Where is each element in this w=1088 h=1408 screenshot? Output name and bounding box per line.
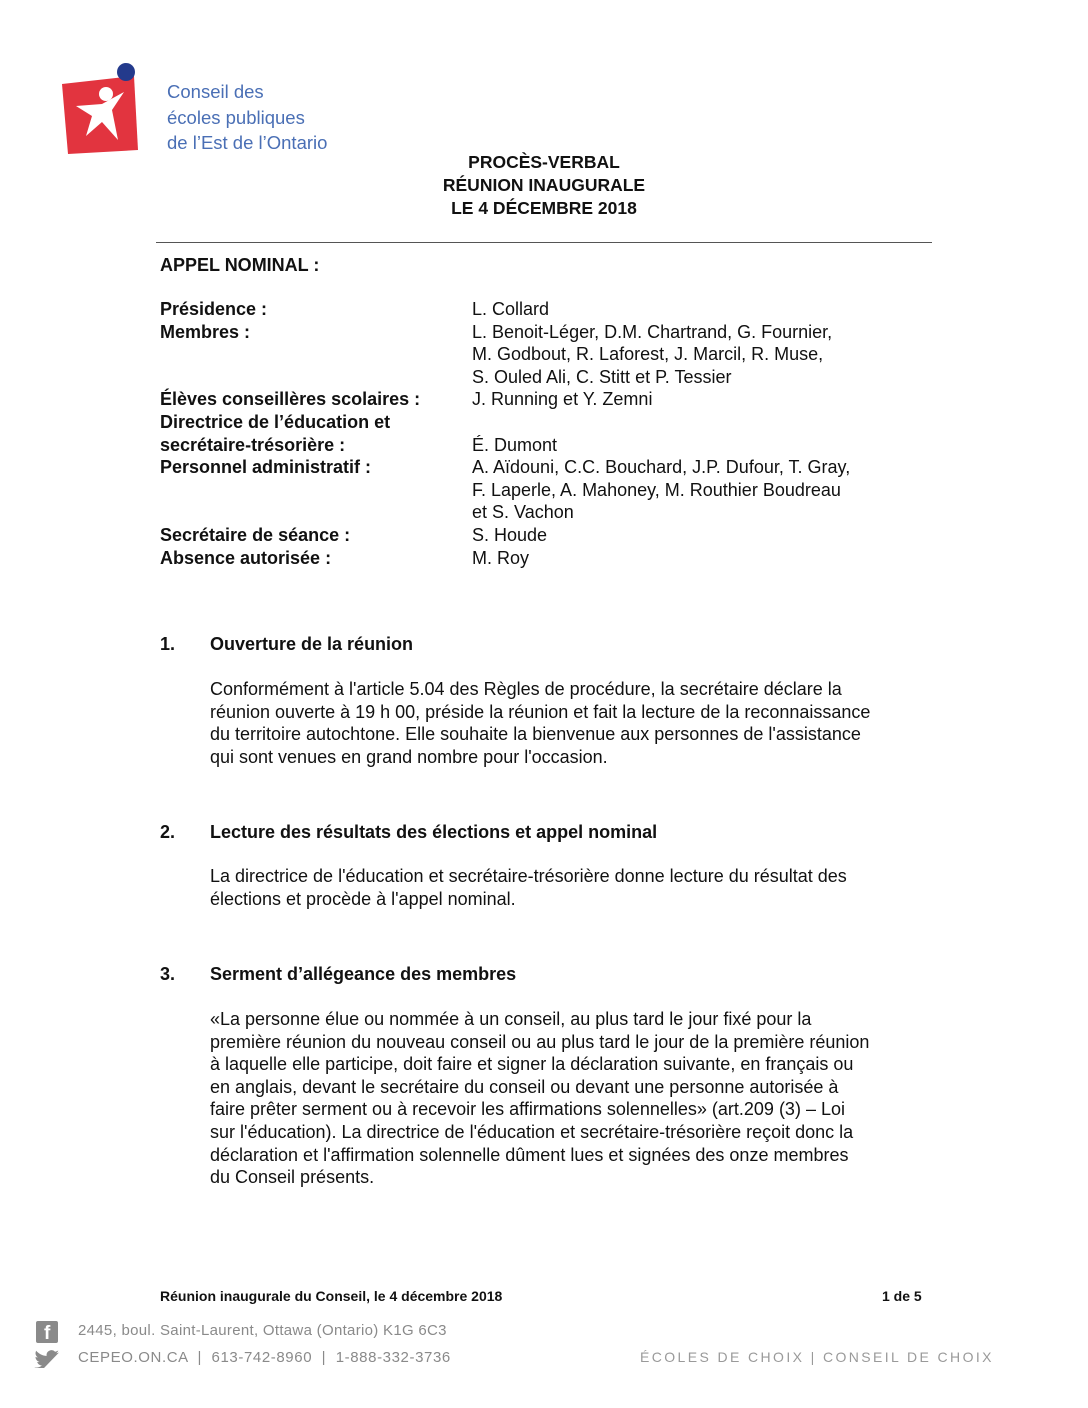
roll-value: S. Houde (472, 524, 548, 545)
contact-line: CEPEO.ON.CA | 613-742-8960 | 1-888-332-3736 (78, 1349, 451, 1366)
roll-label: Secrétaire de séance : (160, 524, 351, 545)
body-line: La directrice de l'éducation et secrétaire-trésorière donne lecture du résultat des (210, 866, 847, 886)
roll-row-secretaire (160, 524, 930, 547)
twitter-icon[interactable] (34, 1350, 60, 1368)
cepeo-logo-icon (62, 62, 162, 154)
roll-row-personnel (160, 456, 930, 524)
roll-value: L. Collard (472, 299, 550, 319)
roll-row-absence (160, 547, 930, 570)
section-body (210, 865, 935, 910)
body-line: déclaration et l'affirmation solennelle dûment lues et signées des onze membres (210, 1144, 849, 1165)
page-footer-title: Réunion inaugurale du Conseil, le 4 décembre 2018 (160, 1288, 503, 1304)
section-number: 3. (160, 964, 176, 984)
body-line: élections et procède à l'appel nominal. (210, 888, 516, 909)
body-line: du Conseil présents. (210, 1167, 375, 1188)
body-line: en anglais, devant le secrétaire du conseil ou devant une personne autorisée à (210, 1076, 839, 1097)
roll-value: J. Running et Y. Zemni (472, 389, 653, 410)
tagline: ÉCOLES DE CHOIX | CONSEIL DE CHOIX (640, 1349, 994, 1365)
roll-row-membres (160, 321, 930, 389)
section-title: Lecture des résultats des élections et appel nominal (210, 822, 658, 842)
roll-value: F. Laperle, A. Mahoney, M. Routhier Boudreau (472, 479, 841, 500)
postal-address: 2445, boul. Saint-Laurent, Ottawa (Ontario) K1G 6C3 (78, 1322, 447, 1339)
roll-call-heading: APPEL NOMINAL : (160, 255, 320, 275)
body-line: Conformément à l'article 5.04 des Règles de procédure, la secrétaire déclare la (210, 679, 842, 699)
facebook-icon[interactable]: f (36, 1321, 58, 1343)
section-number: 1. (160, 634, 176, 654)
body-line: à laquelle elle participe, doit faire et signer la déclaration suivante, en français ou (210, 1054, 854, 1075)
title-line: RÉUNION INAUGURALE (442, 175, 646, 195)
title-line: LE 4 DÉCEMBRE 2018 (451, 198, 637, 218)
roll-value: S. Ouled Ali, C. Stitt et P. Tessier (472, 366, 732, 387)
body-line: du territoire autochtone. Elle souhaite la bienvenue aux personnes de l'assistance (210, 724, 861, 745)
title-line: PROCÈS-VERBAL (468, 152, 620, 172)
roll-value: É. Dumont (472, 434, 558, 455)
roll-row-directrice (160, 411, 930, 456)
roll-value: L. Benoit-Léger, D.M. Chartrand, G. Fournier, (472, 321, 833, 342)
roll-label: Directrice de l’éducation et (160, 411, 391, 432)
roll-value: et S. Vachon (472, 502, 574, 523)
org-name-line: écoles publiques (167, 106, 305, 128)
body-line: faire prêter serment ou à recevoir les affirmations solennelles» (art.209 (3) – Loi (210, 1099, 845, 1120)
section-number: 2. (160, 822, 176, 842)
roll-value: M. Godbout, R. Laforest, J. Marcil, R. Muse, (472, 344, 824, 365)
section-title: Serment d’allégeance des membres (210, 964, 517, 984)
body-line: qui sont venues en grand nombre pour l'occasion. (210, 746, 608, 767)
section-title: Ouverture de la réunion (210, 634, 414, 654)
org-name-line: de l’Est de l’Ontario (167, 132, 328, 153)
roll-value: M. Roy (472, 547, 530, 568)
section-body (210, 678, 935, 768)
roll-row-eleves (160, 388, 930, 411)
roll-call-list (160, 298, 930, 569)
roll-label: Personnel administratif : (160, 457, 372, 478)
org-name-line: Conseil des (167, 81, 264, 102)
roll-label: secrétaire-trésorière : (160, 434, 346, 455)
body-line: réunion ouverte à 19 h 00, préside la réunion et fait la lecture de la reconnaissance (210, 701, 871, 722)
roll-row-presidence (160, 298, 930, 321)
title-divider (156, 242, 932, 243)
body-line: sur l'éducation). La directrice de l'éducation et secrétaire-trésorière reçoit donc la (210, 1121, 854, 1142)
section-body (210, 1008, 935, 1189)
roll-label: Présidence : (160, 299, 268, 319)
roll-value: A. Aïdouni, C.C. Bouchard, J.P. Dufour, T. Gray, (472, 457, 851, 478)
document-title (344, 151, 744, 220)
organization-name (167, 79, 327, 156)
roll-value (472, 411, 930, 434)
roll-label: Élèves conseillères scolaires : (160, 389, 421, 410)
page-number: 1 de 5 (882, 1288, 922, 1304)
body-line: première réunion du nouveau conseil ou au plus tard le jour de la première réunion (210, 1031, 870, 1052)
roll-label: Absence autorisée : (160, 547, 332, 568)
roll-label: Membres : (160, 321, 251, 342)
body-line: «La personne élue ou nommée à un conseil, au plus tard le jour fixé pour la (210, 1009, 812, 1029)
